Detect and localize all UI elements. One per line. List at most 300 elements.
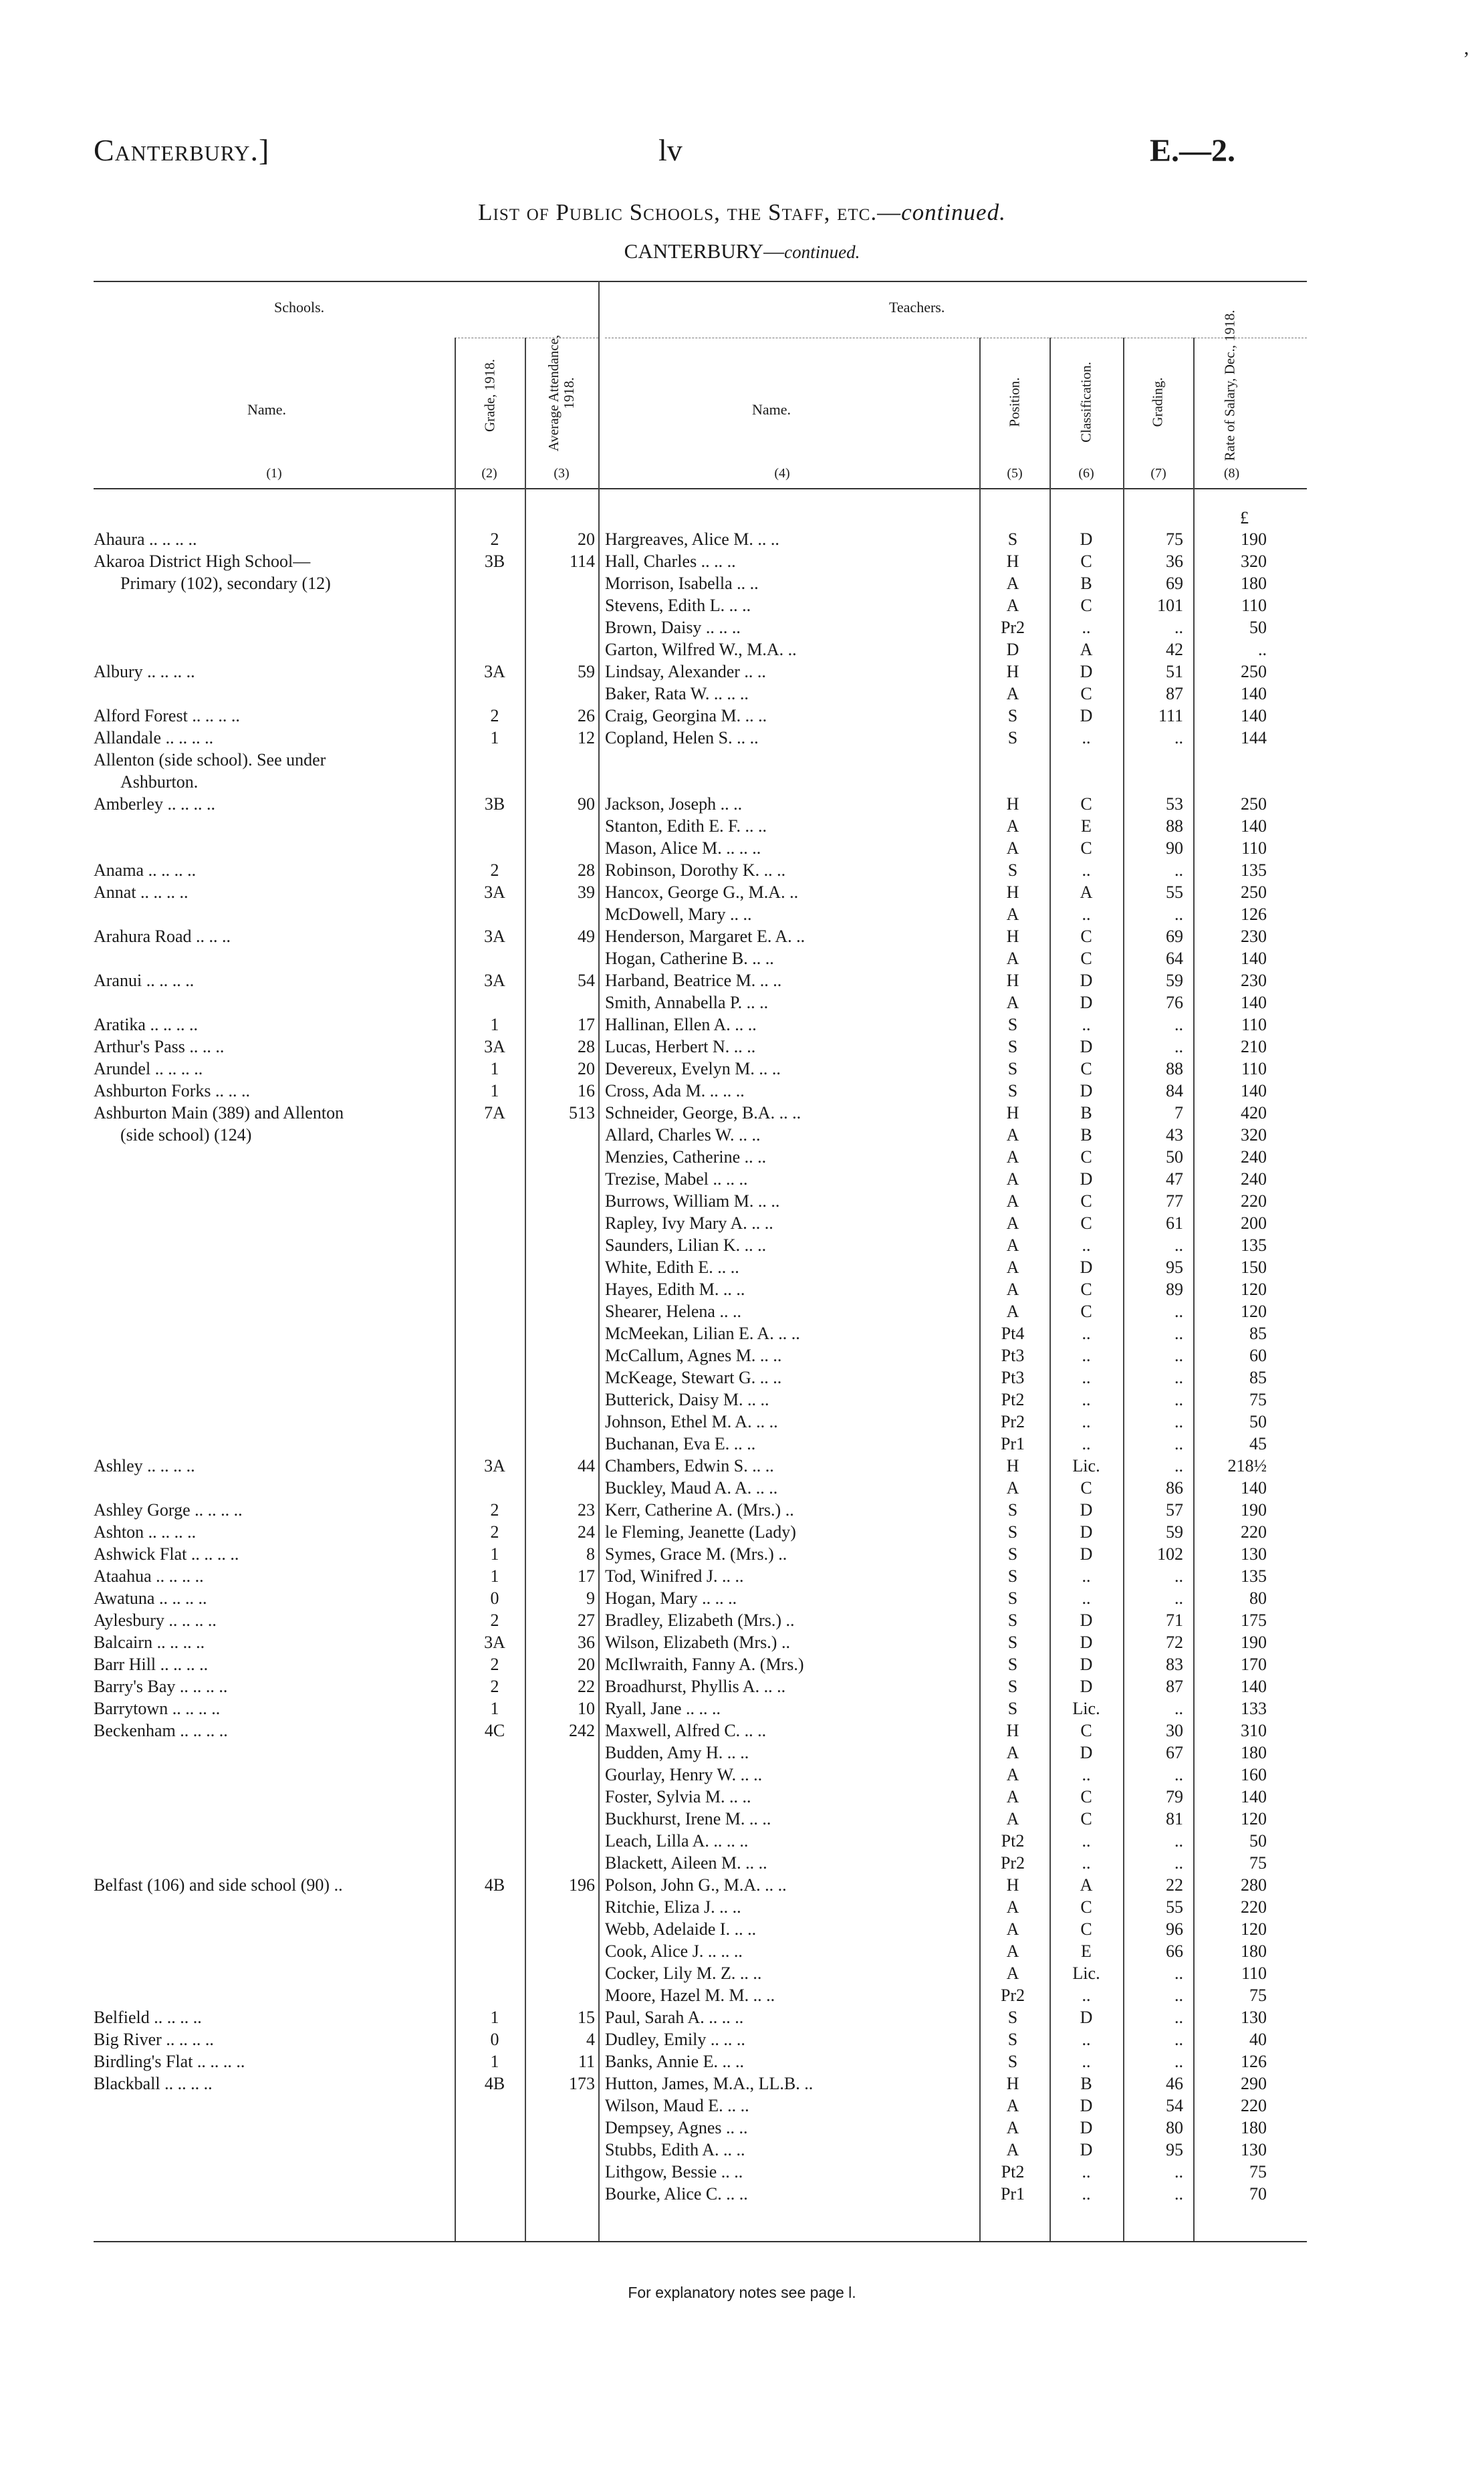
teacher-name-cell: Buchanan, Eva E. .. .. <box>605 1434 756 1453</box>
school-name-cell: Aylesbury .. .. .. .. <box>94 1611 217 1630</box>
salary-cell: 310 <box>1241 1721 1267 1740</box>
attendance-cell: 11 <box>578 2052 595 2071</box>
position-cell: S <box>1007 2052 1018 2071</box>
teacher-name-cell: Cocker, Lily M. Z. .. .. <box>605 1964 762 1983</box>
table-row <box>0 1036 1484 1058</box>
salary-heading: Rate of Salary, Dec., 1918. <box>1221 310 1238 461</box>
position-cell: S <box>1007 1500 1018 1520</box>
grade-cell: 2 <box>490 1522 499 1542</box>
classification-cell: D <box>1080 1169 1093 1189</box>
classification-cell: .. <box>1082 1853 1091 1873</box>
grading-cell: .. <box>1174 1434 1183 1453</box>
teacher-name-cell: Gourlay, Henry W. .. .. <box>605 1765 763 1784</box>
position-cell: S <box>1007 2030 1018 2049</box>
teacher-name-cell: Buckhurst, Irene M. .. .. <box>605 1809 771 1828</box>
classification-cell: .. <box>1082 1831 1091 1851</box>
classification-cell: D <box>1080 1258 1093 1277</box>
position-cell: A <box>1006 1478 1019 1498</box>
teacher-name-cell: Foster, Sylvia M. .. .. <box>605 1787 751 1806</box>
classification-cell: .. <box>1082 618 1091 637</box>
table-row <box>0 572 1484 594</box>
salary-cell: 150 <box>1241 1258 1267 1277</box>
teacher-name-cell: Hogan, Catherine B. .. .. <box>605 949 774 968</box>
salary-cell: 190 <box>1241 529 1267 549</box>
table-row <box>0 771 1484 793</box>
position-cell: Pr1 <box>1000 1434 1025 1453</box>
position-cell: S <box>1007 1699 1018 1718</box>
teacher-name-cell: Budden, Amy H. .. .. <box>605 1743 749 1762</box>
grade-cell: 4B <box>484 2074 505 2093</box>
classification-cell: .. <box>1082 1015 1091 1034</box>
teacher-name-cell: Cook, Alice J. .. .. .. <box>605 1941 743 1961</box>
position-cell: A <box>1006 1258 1019 1277</box>
salary-cell: 75 <box>1249 1986 1267 2005</box>
col-number-2: (2) <box>481 466 497 481</box>
grade-cell: 4B <box>484 1875 505 1895</box>
grade-cell: 1 <box>490 2008 499 2027</box>
header-bottom-rule <box>94 488 1307 489</box>
position-cell: A <box>1006 684 1019 703</box>
grading-cell: 111 <box>1158 706 1183 725</box>
grading-cell: .. <box>1174 618 1183 637</box>
teacher-name-cell: McMeekan, Lilian E. A. .. .. <box>605 1324 800 1343</box>
position-cell: H <box>1006 1721 1019 1740</box>
position-cell: A <box>1006 2118 1019 2137</box>
school-name-cell: Ashwick Flat .. .. .. .. <box>94 1544 239 1564</box>
classification-cell: D <box>1080 1655 1093 1674</box>
table-row <box>0 1080 1484 1102</box>
grading-cell: 95 <box>1166 2140 1183 2159</box>
teacher-name-cell: Bradley, Elizabeth (Mrs.) .. <box>605 1611 795 1630</box>
attendance-cell: 36 <box>578 1633 595 1652</box>
teacher-name-cell: Morrison, Isabella .. .. <box>605 574 759 593</box>
salary-cell: 120 <box>1241 1809 1267 1828</box>
school-name-cell: Awatuna .. .. .. .. <box>94 1588 207 1608</box>
grade-cell: 7A <box>484 1103 505 1122</box>
grading-cell: 81 <box>1166 1809 1183 1828</box>
salary-cell: 210 <box>1241 1037 1267 1056</box>
salary-cell: 50 <box>1249 1831 1267 1851</box>
salary-cell: 45 <box>1249 1434 1267 1453</box>
salary-cell: 85 <box>1249 1324 1267 1343</box>
attendance-cell: 9 <box>586 1588 595 1608</box>
teacher-name-cell: Garton, Wilfred W., M.A. .. <box>605 640 797 659</box>
position-cell: A <box>1006 1191 1019 1211</box>
school-name-cell: Primary (102), secondary (12) <box>120 574 331 593</box>
grading-cell: 83 <box>1166 1655 1183 1674</box>
grading-cell: 55 <box>1166 1897 1183 1917</box>
salary-cell: 220 <box>1241 1897 1267 1917</box>
grading-cell: 89 <box>1166 1280 1183 1299</box>
salary-cell: 220 <box>1241 2096 1267 2115</box>
position-cell: Pr2 <box>1000 1412 1025 1431</box>
salary-cell: 280 <box>1241 1875 1267 1895</box>
school-name-cell: Barr Hill .. .. .. .. <box>94 1655 209 1674</box>
salary-cell: 140 <box>1241 1478 1267 1498</box>
teacher-name-cell: Trezise, Mabel .. .. .. <box>605 1169 748 1189</box>
region-title-main: CANTERBURY— <box>624 239 785 263</box>
classification-cell: D <box>1080 1544 1093 1564</box>
salary-cell: 75 <box>1249 1853 1267 1873</box>
salary-cell: 135 <box>1241 860 1267 880</box>
position-cell: S <box>1007 1655 1018 1674</box>
teacher-name-cell: Tod, Winifred J. .. .. <box>605 1566 744 1586</box>
classification-cell: .. <box>1082 1235 1091 1255</box>
attendance-cell: 27 <box>578 1611 595 1630</box>
teacher-name-cell: Henderson, Margaret E. A. .. <box>605 927 806 946</box>
school-name-cell: Ashburton. <box>120 772 199 792</box>
position-cell: Pt3 <box>1001 1346 1025 1365</box>
position-cell: Pr1 <box>1000 2184 1025 2204</box>
schools-heading: Schools. <box>274 299 325 316</box>
position-cell: H <box>1006 927 1019 946</box>
grading-cell: 102 <box>1157 1544 1183 1564</box>
table-row <box>0 1411 1484 1433</box>
grade-cell: 3B <box>484 552 505 571</box>
attendance-cell: 10 <box>578 1699 595 1718</box>
salary-cell: 230 <box>1241 927 1267 946</box>
footnote: For explanatory notes see page l. <box>628 2284 856 2301</box>
page-title-italic: continued. <box>901 199 1006 225</box>
attendance-cell: 4 <box>586 2030 595 2049</box>
grade-cell: 0 <box>490 2030 499 2049</box>
grade-cell: 2 <box>490 706 499 725</box>
teacher-name-cell: Johnson, Ethel M. A. .. .. <box>605 1412 778 1431</box>
table-row <box>0 837 1484 859</box>
teacher-name-cell: Lindsay, Alexander .. .. <box>605 662 766 681</box>
grading-cell: .. <box>1174 2162 1183 2181</box>
grading-cell: .. <box>1174 1765 1183 1784</box>
grading-cell: .. <box>1174 1324 1183 1343</box>
position-cell: Pr2 <box>1000 1853 1025 1873</box>
position-cell: S <box>1007 1544 1018 1564</box>
position-cell: A <box>1006 596 1019 615</box>
grade-cell: 3B <box>484 794 505 814</box>
table-row <box>0 1521 1484 1543</box>
salary-cell: 140 <box>1241 706 1267 725</box>
grade-cell: 2 <box>490 1611 499 1630</box>
teacher-name-cell: Paul, Sarah A. .. .. .. <box>605 2008 744 2027</box>
attendance-cell: 12 <box>578 728 595 747</box>
grade-cell: 1 <box>490 2052 499 2071</box>
school-name-cell: Allenton (side school). See under <box>94 750 326 769</box>
running-header-right: E.—2. <box>1150 133 1236 168</box>
position-cell: A <box>1006 2096 1019 2115</box>
table-row <box>0 793 1484 815</box>
position-cell: S <box>1007 728 1018 747</box>
grading-cell: 87 <box>1166 1677 1183 1696</box>
salary-cell: 140 <box>1241 993 1267 1012</box>
table-row <box>0 1212 1484 1234</box>
classification-cell: B <box>1080 574 1092 593</box>
salary-cell: 160 <box>1241 1765 1267 1784</box>
attendance-cell: 16 <box>578 1081 595 1100</box>
table-row <box>0 1278 1484 1300</box>
grading-cell: .. <box>1174 1302 1183 1321</box>
grading-cell: 67 <box>1166 1743 1183 1762</box>
school-name-cell: Barrytown .. .. .. .. <box>94 1699 221 1718</box>
teacher-name-cell: Polson, John G., M.A. .. .. <box>605 1875 787 1895</box>
teacher-name-cell: Burrows, William M. .. .. <box>605 1191 780 1211</box>
table-row <box>0 1322 1484 1344</box>
classification-cell: C <box>1080 684 1092 703</box>
teacher-name-cell: Wilson, Maud E. .. .. <box>605 2096 749 2115</box>
grading-cell: .. <box>1174 1346 1183 1365</box>
classification-cell: .. <box>1082 2162 1091 2181</box>
grading-cell: 90 <box>1166 838 1183 858</box>
grading-cell: 69 <box>1166 574 1183 593</box>
school-name-cell: Albury .. .. .. .. <box>94 662 195 681</box>
grading-cell: .. <box>1174 728 1183 747</box>
school-name-cell: Ashburton Main (389) and Allenton <box>94 1103 344 1122</box>
grading-cell: 72 <box>1166 1633 1183 1652</box>
table-row <box>0 1675 1484 1697</box>
position-cell: A <box>1006 816 1019 836</box>
classification-cell: .. <box>1082 2184 1091 2204</box>
grading-heading: Grading. <box>1149 377 1166 427</box>
school-name-cell: (side school) (124) <box>120 1125 252 1145</box>
table-row <box>0 903 1484 925</box>
grading-cell: 42 <box>1166 640 1183 659</box>
teacher-name-cell: Menzies, Catherine .. .. <box>605 1147 767 1167</box>
teacher-name-cell: Copland, Helen S. .. .. <box>605 728 759 747</box>
school-name-cell: Beckenham .. .. .. .. <box>94 1721 228 1740</box>
attendance-cell: 17 <box>578 1566 595 1586</box>
col-number-6: (6) <box>1078 466 1094 481</box>
table-row <box>0 881 1484 903</box>
teacher-name-cell: Devereux, Evelyn M. .. .. <box>605 1059 781 1078</box>
salary-cell: 290 <box>1241 2074 1267 2093</box>
classification-cell: D <box>1080 1611 1093 1630</box>
classification-cell: D <box>1080 2140 1093 2159</box>
position-cell: A <box>1006 1919 1019 1939</box>
classification-cell: D <box>1080 2096 1093 2115</box>
classification-cell: C <box>1080 596 1092 615</box>
teacher-name-cell: Webb, Adelaide I. .. .. <box>605 1919 757 1939</box>
table-row <box>0 1918 1484 1940</box>
position-cell: A <box>1006 1125 1019 1145</box>
page-title-main: List of Public Schools, the Staff, etc.— <box>478 199 902 225</box>
attendance-cell: 22 <box>578 1677 595 1696</box>
salary-cell: 126 <box>1241 2052 1267 2071</box>
classification-cell: A <box>1080 882 1093 902</box>
grade-cell: 1 <box>490 1015 499 1034</box>
position-cell: S <box>1007 706 1018 725</box>
classification-cell: C <box>1080 794 1092 814</box>
teacher-name-cell: Moore, Hazel M. M. .. .. <box>605 1986 775 2005</box>
salary-cell: 140 <box>1241 949 1267 968</box>
salary-cell: 180 <box>1241 2118 1267 2137</box>
grading-cell: .. <box>1174 2030 1183 2049</box>
position-cell: Pt2 <box>1001 1831 1025 1851</box>
teacher-name-cell: Hancox, George G., M.A. .. <box>605 882 799 902</box>
grade-cell: 1 <box>490 1544 499 1564</box>
table-row <box>0 749 1484 771</box>
grading-cell: 87 <box>1166 684 1183 703</box>
classification-cell: .. <box>1082 1765 1091 1784</box>
salary-cell: 133 <box>1241 1699 1267 1718</box>
attendance-cell: 49 <box>578 927 595 946</box>
position-cell: A <box>1006 1213 1019 1233</box>
classification-cell: C <box>1080 1787 1092 1806</box>
table-row <box>0 969 1484 991</box>
grading-cell: 30 <box>1166 1721 1183 1740</box>
classification-cell: C <box>1080 1191 1092 1211</box>
attendance-cell: 513 <box>569 1103 595 1122</box>
teacher-name-cell: Jackson, Joseph .. .. <box>605 794 743 814</box>
grade-cell: 3A <box>484 971 505 990</box>
classification-cell: E <box>1081 1941 1092 1961</box>
table-row <box>0 947 1484 969</box>
grading-cell: 53 <box>1166 794 1183 814</box>
attendance-cell: 39 <box>578 882 595 902</box>
classification-cell: B <box>1080 1125 1092 1145</box>
teacher-name-cell: Hallinan, Ellen A. .. .. <box>605 1015 757 1034</box>
position-cell: A <box>1006 1169 1019 1189</box>
school-name-cell: Ashburton Forks .. .. .. <box>94 1081 251 1100</box>
teacher-name-cell: Wilson, Elizabeth (Mrs.) .. <box>605 1633 790 1652</box>
position-cell: Pr2 <box>1000 618 1025 637</box>
grade-cell: 2 <box>490 1677 499 1696</box>
classification-cell: D <box>1080 706 1093 725</box>
salary-cell: 135 <box>1241 1235 1267 1255</box>
teacher-name-cell: Ryall, Jane .. .. .. <box>605 1699 721 1718</box>
classification-cell: C <box>1080 838 1092 858</box>
grading-cell: 71 <box>1166 1611 1183 1630</box>
classification-cell: C <box>1080 1147 1092 1167</box>
salary-cell: 120 <box>1241 1302 1267 1321</box>
classification-cell: A <box>1080 1875 1093 1895</box>
teacher-name-cell: Smith, Annabella P. .. .. <box>605 993 769 1012</box>
classification-cell: C <box>1080 1897 1092 1917</box>
table-row <box>0 1389 1484 1411</box>
classification-cell: C <box>1080 552 1092 571</box>
classification-cell: .. <box>1082 728 1091 747</box>
teacher-name-cell: Brown, Daisy .. .. .. <box>605 618 741 637</box>
table-row <box>0 1543 1484 1565</box>
attendance-cell: 15 <box>578 2008 595 2027</box>
grading-cell: 36 <box>1166 552 1183 571</box>
teacher-name-cell: Shearer, Helena .. .. <box>605 1302 741 1321</box>
col-number-1: (1) <box>266 466 282 481</box>
attendance-cell: 44 <box>578 1456 595 1475</box>
currency-symbol: £ <box>1240 508 1249 527</box>
teacher-name-cell: Stanton, Edith E. F. .. .. <box>605 816 767 836</box>
col-number-4: (4) <box>774 466 790 481</box>
table-row <box>0 1124 1484 1146</box>
grading-cell: 69 <box>1166 927 1183 946</box>
grade-heading: Grade, 1918. <box>481 358 498 433</box>
school-name-cell: Arthur's Pass .. .. .. <box>94 1037 225 1056</box>
school-name-heading: Name. <box>247 401 287 418</box>
position-cell: S <box>1007 2008 1018 2027</box>
table-row <box>0 1102 1484 1124</box>
grading-cell: 57 <box>1166 1500 1183 1520</box>
teacher-name-cell: Ritchie, Eliza J. .. .. <box>605 1897 741 1917</box>
position-cell: S <box>1007 529 1018 549</box>
salary-cell: 220 <box>1241 1191 1267 1211</box>
table-row <box>0 1631 1484 1653</box>
grade-cell: 3A <box>484 662 505 681</box>
table-row <box>0 1896 1484 1918</box>
table-row <box>0 1940 1484 1962</box>
grading-cell: 22 <box>1166 1875 1183 1895</box>
salary-cell: 175 <box>1241 1611 1267 1630</box>
salary-cell: 50 <box>1249 1412 1267 1431</box>
table-row <box>0 2028 1484 2050</box>
attendance-cell: 17 <box>578 1015 595 1034</box>
attendance-cell: 114 <box>569 552 595 571</box>
salary-cell: 110 <box>1241 596 1267 615</box>
position-cell: A <box>1006 1941 1019 1961</box>
teacher-name-cell: Symes, Grace M. (Mrs.) .. <box>605 1544 787 1564</box>
grading-cell: .. <box>1174 2008 1183 2027</box>
table-row <box>0 1720 1484 1742</box>
position-cell: S <box>1007 1037 1018 1056</box>
table-row <box>0 1344 1484 1367</box>
classification-cell: .. <box>1082 860 1091 880</box>
teacher-name-cell: Craig, Georgina M. .. .. <box>605 706 767 725</box>
classification-cell: .. <box>1082 1412 1091 1431</box>
classification-cell: .. <box>1082 1390 1091 1409</box>
grading-cell: 79 <box>1166 1787 1183 1806</box>
salary-cell: 140 <box>1241 1787 1267 1806</box>
col-number-3: (3) <box>553 466 570 481</box>
salary-cell: 126 <box>1241 905 1267 924</box>
position-cell: H <box>1006 662 1019 681</box>
grading-cell: .. <box>1174 1456 1183 1475</box>
grading-cell: 43 <box>1166 1125 1183 1145</box>
classification-cell: D <box>1080 2008 1093 2027</box>
grading-cell: .. <box>1174 1831 1183 1851</box>
grade-cell: 2 <box>490 860 499 880</box>
classification-cell: .. <box>1082 1346 1091 1365</box>
grading-cell: 46 <box>1166 2074 1183 2093</box>
classification-cell: D <box>1080 2118 1093 2137</box>
col-number-5: (5) <box>1007 466 1023 481</box>
classification-heading: Classification. <box>1078 362 1094 443</box>
grade-cell: 3A <box>484 882 505 902</box>
classification-cell: .. <box>1082 1368 1091 1387</box>
grading-cell: .. <box>1174 905 1183 924</box>
table-row <box>0 1367 1484 1389</box>
classification-cell: D <box>1080 993 1093 1012</box>
grading-cell: 59 <box>1166 1522 1183 1542</box>
grading-cell: .. <box>1174 1986 1183 2005</box>
classification-cell: .. <box>1082 2030 1091 2049</box>
attendance-cell: 23 <box>578 1500 595 1520</box>
table-row <box>0 1984 1484 2006</box>
teacher-name-cell: Hutton, James, M.A., LL.B. .. <box>605 2074 814 2093</box>
classification-cell: E <box>1081 816 1092 836</box>
attendance-heading: Average Attendance, 1918. <box>545 334 577 452</box>
position-cell: H <box>1006 794 1019 814</box>
classification-cell: C <box>1080 1059 1092 1078</box>
grading-cell: 59 <box>1166 971 1183 990</box>
grade-cell: 1 <box>490 728 499 747</box>
salary-cell: 250 <box>1241 662 1267 681</box>
salary-cell: 110 <box>1241 1964 1267 1983</box>
table-row <box>0 1300 1484 1322</box>
grading-cell: 95 <box>1166 1258 1183 1277</box>
salary-cell: 320 <box>1241 1125 1267 1145</box>
position-cell: A <box>1006 2140 1019 2159</box>
table-row <box>0 594 1484 616</box>
grading-cell: .. <box>1174 860 1183 880</box>
classification-cell: .. <box>1082 2052 1091 2071</box>
position-cell: S <box>1007 1081 1018 1100</box>
school-name-cell: Anama .. .. .. .. <box>94 860 197 880</box>
